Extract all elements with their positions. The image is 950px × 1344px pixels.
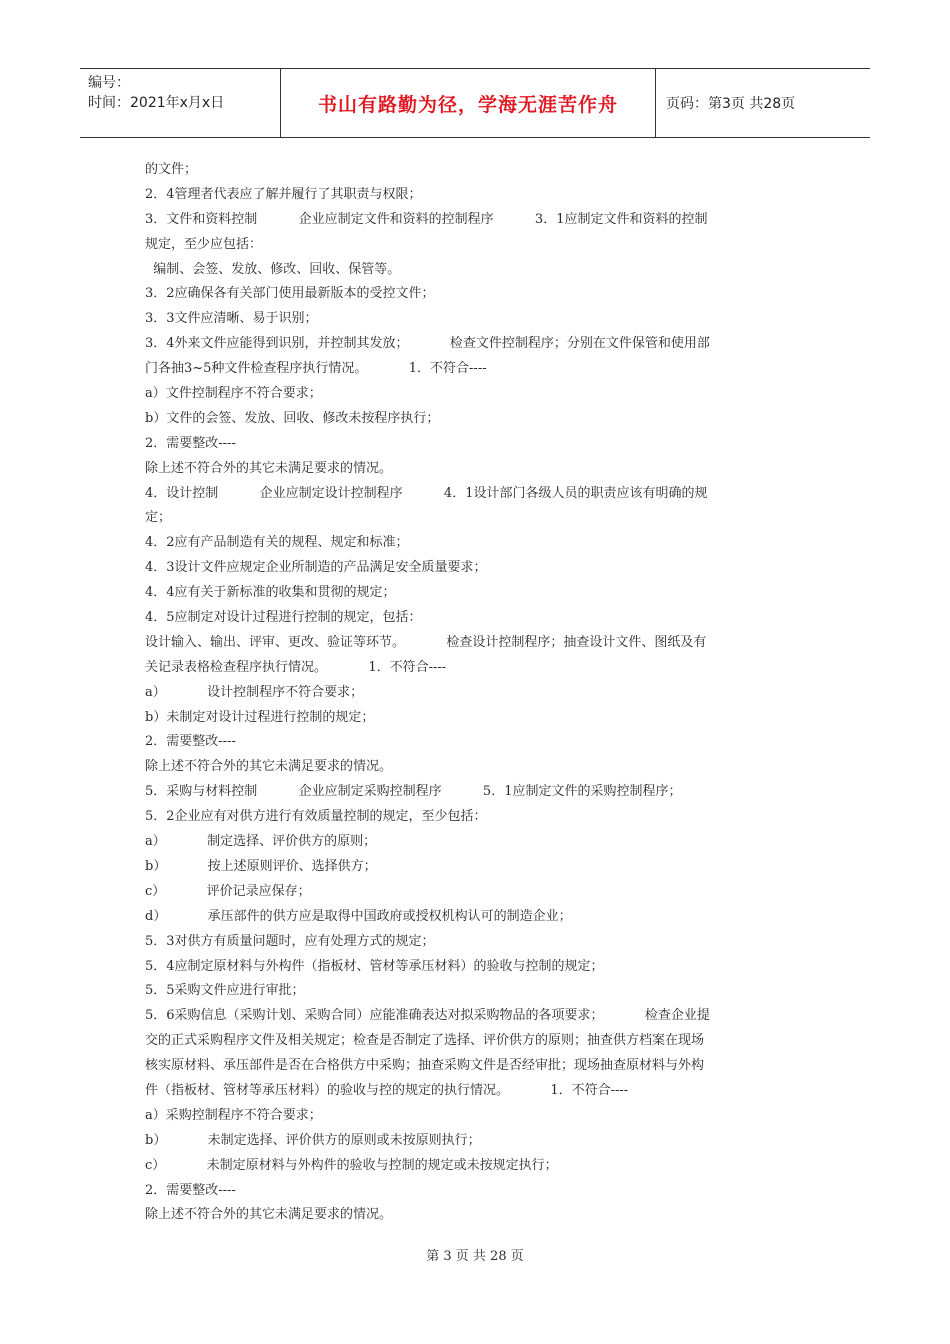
body-line: a）采购控制程序不符合要求；	[145, 1107, 322, 1123]
body-line: c） 未制定原材料与外构件的验收与控制的规定或未按规定执行；	[145, 1157, 558, 1173]
body-line: a） 制定选择、评价供方的原则；	[145, 834, 377, 850]
body-line: 除上述不符合外的其它未满足要求的情况。	[145, 759, 393, 775]
body-line: 除上述不符合外的其它未满足要求的情况。	[145, 460, 393, 476]
body-line: a） 设计控制程序不符合要求；	[145, 684, 364, 700]
header-page-info: 页码：第3页 共28页	[666, 96, 796, 112]
body-line: 关记录表格检查程序执行情况。 1．不符合----	[145, 659, 447, 675]
document-date: 时间：2021年x月x日	[88, 95, 225, 111]
body-line: 4．5应制定对设计过程进行控制的规定，包括：	[145, 610, 422, 626]
page-header	[80, 68, 870, 138]
body-line: 5．6采购信息（采购计划、采购合同）应能准确表达对拟采购物品的各项要求； 检查企业提	[145, 1008, 710, 1024]
body-line: 3．文件和资料控制 企业应制定文件和资料的控制程序 3．1应制定文件和资料的控制	[145, 211, 708, 227]
body-line: 编制、会签、发放、修改、回收、保管等。	[145, 261, 401, 277]
body-line: 规定，至少应包括：	[145, 236, 263, 252]
body-line: 4．2应有产品制造有关的规程、规定和标准；	[145, 535, 409, 551]
body-line: c） 评价记录应保存；	[145, 883, 311, 899]
body-line: 5．采购与材料控制 企业应制定采购控制程序 5．1应制定文件的采购控制程序；	[145, 784, 682, 800]
body-line: 2．4管理者代表应了解并履行了其职责与权限；	[145, 186, 422, 202]
body-line: 3．2应确保各有关部门使用最新版本的受控文件；	[145, 286, 435, 302]
page-footer: 第 3 页 共 28 页	[426, 1249, 524, 1264]
body-line: 定；	[145, 510, 172, 526]
header-motto: 书山有路勤为径，学海无涯苦作舟	[280, 69, 656, 137]
header-meta	[80, 69, 280, 137]
body-line: 5．5采购文件应进行审批；	[145, 983, 305, 999]
body-line: 2．需要整改----	[145, 1182, 236, 1198]
body-line: a）文件控制程序不符合要求；	[145, 386, 322, 402]
body-line: 2．需要整改----	[145, 734, 236, 750]
body-line: b） 未制定选择、评价供方的原则或未按原则执行；	[145, 1132, 481, 1148]
document-number-label: 编号：	[88, 75, 130, 91]
body-line: 5．2企业应有对供方进行有效质量控制的规定，至少包括：	[145, 809, 487, 825]
body-line: 2．需要整改----	[145, 435, 236, 451]
body-line: 除上述不符合外的其它未满足要求的情况。	[145, 1207, 393, 1223]
body-line: 件（指板材、管材等承压材料）的验收与控的规定的执行情况。 1．不符合----	[145, 1082, 629, 1098]
body-line: b） 按上述原则评价、选择供方；	[145, 858, 377, 874]
body-line: 门各抽3~5种文件检查程序执行情况。 1．不符合----	[145, 361, 487, 377]
body-line: b）文件的会签、发放、回收、修改未按程序执行；	[145, 410, 440, 426]
body-line: 设计输入、输出、评审、更改、验证等环节。 检查设计控制程序；抽查设计文件、图纸及有	[145, 634, 707, 650]
body-line: 3．4外来文件应能得到识别，并控制其发放； 检查文件控制程序；分别在文件保管和使用部	[145, 336, 710, 352]
body-line: b）未制定对设计过程进行控制的规定；	[145, 709, 375, 725]
body-line: d） 承压部件的供方应是取得中国政府或授权机构认可的制造企业；	[145, 908, 572, 924]
body-line: 5．4应制定原材料与外构件（指板材、管材等承压材料）的验收与控制的规定；	[145, 958, 604, 974]
body-line: 4．3设计文件应规定企业所制造的产品满足安全质量要求；	[145, 560, 487, 576]
document-body	[145, 158, 805, 1228]
body-line: 交的正式采购程序文件及相关规定；检查是否制定了选择、评价供方的原则；抽查供方档案在现场	[145, 1033, 705, 1049]
body-line: 核实原材料、承压部件是否在合格供方中采购；抽查采购文件是否经审批；现场抽查原材料与外构	[145, 1058, 705, 1074]
body-line: 3．3文件应清晰、易于识别；	[145, 311, 318, 327]
body-line: 5．3对供方有质量问题时，应有处理方式的规定；	[145, 933, 435, 949]
body-line: 4．4应有关于新标准的收集和贯彻的规定；	[145, 585, 396, 601]
body-line: 4．设计控制 企业应制定设计控制程序 4．1设计部门各级人员的职责应该有明确的规	[145, 485, 708, 501]
body-line: 的文件；	[145, 162, 198, 177]
